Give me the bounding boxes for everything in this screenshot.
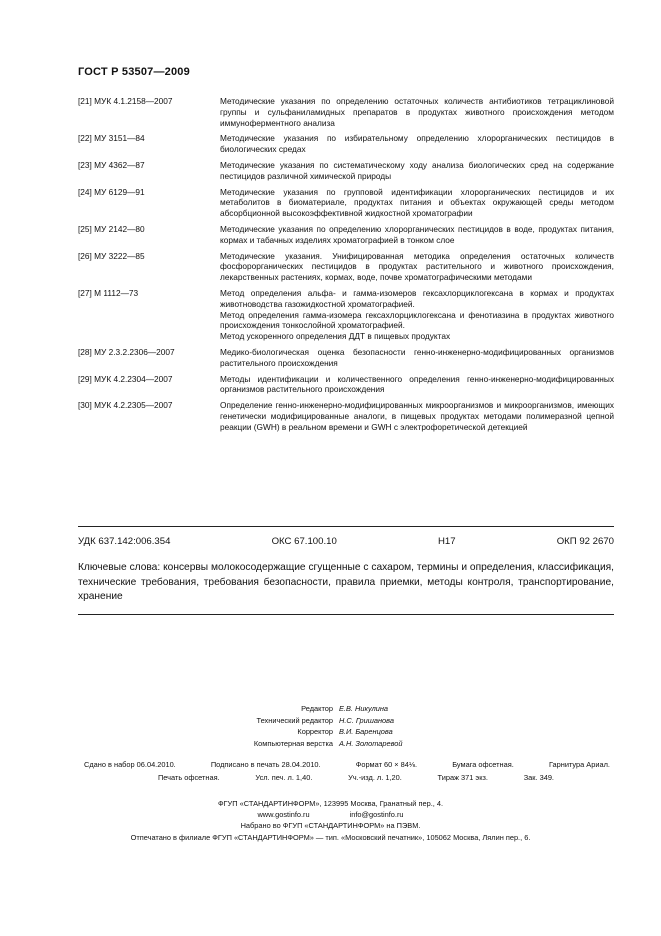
reference-item <box>78 160 614 182</box>
reference-paragraph: Методические указания по систематическому ходу анализа биологических сред на содержание пестицидов различной химической природы <box>220 159 614 181</box>
reference-code: [26] МУ 3222—85 <box>78 250 145 261</box>
reference-text <box>220 224 614 246</box>
reference-item <box>78 224 614 246</box>
staff-name: Е.В. Никулина <box>339 704 389 713</box>
print-detail: Зак. 349. <box>523 773 554 782</box>
staff-name: А.Н. Золотаревой <box>339 738 403 748</box>
reference-item <box>78 251 614 283</box>
reference-item <box>78 400 614 432</box>
reference-text <box>220 347 614 369</box>
print-detail: Гарнитура Ариал. <box>548 760 610 769</box>
reference-code: [23] МУ 4362—87 <box>78 159 145 170</box>
printed-note: Отпечатано в филиале ФГУП «СТАНДАРТИНФОРМ» — тип. «Московский печатник», 105062 Москва, Лялин пер., 6. <box>130 832 531 842</box>
reference-paragraph: Методические указания по определению остаточных количеств антибиотиков тетрациклиновой группы и сульфаниламидных препаратов в продуктах животного происхождения методом иммуноферментного анализа <box>220 96 614 128</box>
staff-credit <box>0 715 661 727</box>
reference-item <box>78 288 614 342</box>
classification-line <box>78 536 614 547</box>
reference-paragraph: Методические указания по избирательному определению хлорорганических пестицидов в биологических средах <box>220 133 614 155</box>
reference-paragraph: Метод определения гамма-изомера гексахлорциклогексана и фенотиазина в продуктах животного происхождения тонкослойной хроматографией. <box>220 309 614 331</box>
oks-code: ОКС 67.100.10 <box>271 536 337 547</box>
reference-code: [25] МУ 2142—80 <box>78 223 145 234</box>
reference-item <box>78 96 614 128</box>
publisher-website: www.gostinfo.ru <box>257 810 310 820</box>
group-code: Н17 <box>437 536 456 547</box>
staff-credits <box>0 703 661 749</box>
reference-text <box>220 400 614 432</box>
reference-code: [22] МУ 3151—84 <box>78 133 145 144</box>
print-detail: Тираж 371 экз. <box>437 773 488 782</box>
staff-role: Технический редактор <box>256 715 333 725</box>
print-detail: Формат 60 × 84⅛. <box>355 760 418 769</box>
reference-item <box>78 133 614 155</box>
staff-role: Компьютерная верстка <box>253 738 333 748</box>
print-details-line-2 <box>158 773 554 782</box>
staff-name: В.И. Баренцова <box>339 727 393 737</box>
document-header: ГОСТ Р 53507—2009 <box>78 66 190 78</box>
staff-role: Корректор <box>297 727 333 737</box>
publisher-address: ФГУП «СТАНДАРТИНФОРМ», 123995 Москва, Гранатный пер., 4. <box>217 799 444 808</box>
reference-text <box>220 374 614 396</box>
reference-item <box>78 187 614 219</box>
typeset-note: Набрано во ФГУП «СТАНДАРТИНФОРМ» на ПЭВМ. <box>240 821 421 831</box>
reference-text <box>220 187 614 219</box>
staff-credit <box>0 726 661 738</box>
print-detail: Усл. печ. л. 1,40. <box>255 773 313 782</box>
okp-code: ОКП 92 2670 <box>556 536 614 547</box>
print-detail: Бумага офсетная. <box>452 760 514 769</box>
reference-text <box>220 96 614 128</box>
reference-code: [24] МУ 6129—91 <box>78 186 145 197</box>
reference-paragraph: Методические указания. Унифицированная методика определения остаточных количеств фосфорорганических пестицидов в продуктах растительного и животного происхождения, лекарственных растениях, кормах, воде, почве хроматографическими методами <box>220 250 614 283</box>
bibliography-list <box>78 96 614 438</box>
reference-text <box>220 251 614 283</box>
reference-paragraph: Медико-биологическая оценка безопасности генно-инженерно-модифицированных организмов растительного происхождения <box>220 346 614 368</box>
reference-paragraph: Метод определения альфа- и гамма-изомеров гексахлорциклогексана в кормах и продуктах животноводства газожидкостной хроматографией. <box>220 287 614 309</box>
reference-paragraph: Методы идентификации и количественного определения генно-инженерно-модифицированных организмов растительного происхождения <box>220 373 614 395</box>
reference-paragraph: Методические указания по групповой идентификации хлорорганических пестицидов и их метаболитов в биоматериале, продуктах питания и объектах окружающей среды методом абсорбционной высокоэффективной жидкостной хроматографии <box>220 186 614 219</box>
reference-paragraph: Определение генно-инженерно-модифицированных микроорганизмов и микроорганизмов, имеющих генетически модифицированные аналоги, в пищевых продуктах методами полимеразной цепной реакции (GWH) в реальном времени и GWH с электрофоретической детекцией <box>220 400 614 432</box>
reference-item <box>78 347 614 369</box>
reference-text <box>220 133 614 155</box>
staff-name: Н.С. Гришанова <box>339 715 394 725</box>
reference-text <box>220 160 614 182</box>
print-details-line-1 <box>84 760 610 769</box>
print-detail: Печать офсетная. <box>158 773 220 782</box>
reference-code: [28] МУ 2.3.2.2306—2007 <box>78 346 175 357</box>
print-detail: Сдано в набор 06.04.2010. <box>84 760 176 769</box>
staff-credit <box>0 703 661 715</box>
bottom-rule <box>78 614 614 615</box>
reference-paragraph: Методические указания по определению хлорорганических пестицидов в воде, продуктах питания, кормах и табачных изделиях хроматографией в тонком слое <box>220 223 614 245</box>
reference-paragraph: Метод ускоренного определения ДДТ в пищевых продуктах <box>220 331 451 342</box>
publisher-email: info@gostinfo.ru <box>349 810 404 820</box>
reference-item <box>78 374 614 396</box>
print-detail: Подписано в печать 28.04.2010. <box>210 760 321 769</box>
staff-role: Редактор <box>301 704 333 713</box>
reference-text <box>220 288 614 342</box>
print-detail: Уч.-изд. л. 1,20. <box>348 773 402 782</box>
reference-code: [30] МУК 4.2.2305—2007 <box>78 400 173 411</box>
publisher-info <box>0 798 661 843</box>
reference-code: [29] МУК 4.2.2304—2007 <box>78 373 173 384</box>
keywords: Ключевые слова: консервы молокосодержащие сгущенные с сахаром, термины и определения, классификация, технические требования, требования безопасности, правила приемки, методы контроля, транспортирование, хранение <box>78 562 614 602</box>
staff-credit <box>0 738 661 750</box>
reference-code: [27] М 1112—73 <box>78 287 139 298</box>
udk-code: УДК 637.142:006.354 <box>78 536 171 547</box>
reference-code: [21] МУК 4.1.2158—2007 <box>78 96 173 106</box>
top-rule <box>78 526 614 527</box>
